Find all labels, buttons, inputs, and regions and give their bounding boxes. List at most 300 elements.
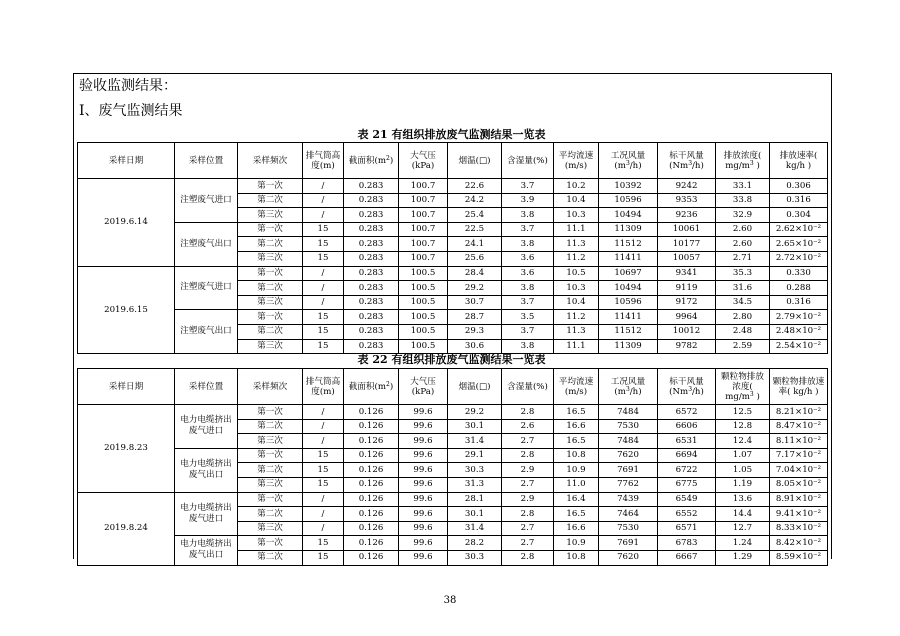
table-cell: 2.72×10⁻² bbox=[770, 251, 828, 266]
table-cell: 3.6 bbox=[502, 251, 554, 266]
table-cell: 100.7 bbox=[399, 251, 448, 266]
sampling-date-cell: 2019.6.15 bbox=[78, 266, 175, 354]
table-cell: 34.5 bbox=[716, 295, 770, 310]
table-cell: 第一次 bbox=[238, 536, 303, 551]
table-cell: 10.3 bbox=[554, 208, 599, 223]
table-cell: 9.41×10⁻² bbox=[770, 507, 828, 522]
column-header: 烟温(□) bbox=[448, 143, 502, 179]
table-cell: 8.05×10⁻² bbox=[770, 477, 828, 492]
table-cell: 2.62×10⁻² bbox=[770, 222, 828, 237]
table-cell: 31.4 bbox=[448, 434, 502, 449]
table-cell: 0.283 bbox=[344, 193, 399, 208]
table-cell: 2.8 bbox=[502, 507, 554, 522]
table-cell: 10.4 bbox=[554, 193, 599, 208]
column-header: 工况风量$(m^3/h)$ bbox=[599, 369, 658, 405]
table-cell: 100.5 bbox=[399, 324, 448, 339]
table-cell: 3.9 bbox=[502, 193, 554, 208]
table-cell: 15 bbox=[303, 477, 344, 492]
table-cell: 30.3 bbox=[448, 463, 502, 478]
table-cell: 99.6 bbox=[399, 550, 448, 565]
table-cell: 2.79×10⁻² bbox=[770, 310, 828, 325]
table-cell: 33.8 bbox=[716, 193, 770, 208]
table-cell: 99.6 bbox=[399, 463, 448, 478]
table-cell: 6549 bbox=[658, 492, 716, 507]
table-cell: 第二次 bbox=[238, 193, 303, 208]
table-cell: 0.288 bbox=[770, 281, 828, 296]
table-cell: 1.07 bbox=[716, 448, 770, 463]
table-cell: 2.48 bbox=[716, 324, 770, 339]
column-header: 烟温(□) bbox=[448, 369, 502, 405]
table-cell: 2.9 bbox=[502, 492, 554, 507]
table-cell: 10.4 bbox=[554, 295, 599, 310]
table-cell: 8.21×10⁻² bbox=[770, 405, 828, 420]
table-cell: 16.5 bbox=[554, 434, 599, 449]
table-cell: 30.1 bbox=[448, 507, 502, 522]
table-cell: 9782 bbox=[658, 339, 716, 354]
table-cell: 7530 bbox=[599, 419, 658, 434]
column-header: 标干风量(Nm$^3$/h) bbox=[658, 369, 716, 405]
table-cell: 11309 bbox=[599, 339, 658, 354]
column-header: 含湿量(%) bbox=[502, 369, 554, 405]
sampling-location-cell: 电力电缆挤出废气进口 bbox=[175, 492, 238, 536]
table-cell: 15 bbox=[303, 324, 344, 339]
table-cell: 10.8 bbox=[554, 448, 599, 463]
table-cell: 10596 bbox=[599, 193, 658, 208]
table-cell: / bbox=[303, 405, 344, 420]
column-header: 采样日期 bbox=[78, 369, 175, 405]
table-cell: 10494 bbox=[599, 281, 658, 296]
column-header: 大气压(kPa) bbox=[399, 143, 448, 179]
table-cell: 8.42×10⁻² bbox=[770, 536, 828, 551]
table-cell: 7620 bbox=[599, 550, 658, 565]
sampling-location-cell: 注塑废气出口 bbox=[175, 222, 238, 266]
column-header: 含湿量(%) bbox=[502, 143, 554, 179]
column-header: 采样位置 bbox=[175, 369, 238, 405]
table-cell: 第三次 bbox=[238, 477, 303, 492]
table-cell: 6775 bbox=[658, 477, 716, 492]
table-cell: 9119 bbox=[658, 281, 716, 296]
exhaust-monitoring-table-22 bbox=[77, 368, 828, 566]
table-cell: 6783 bbox=[658, 536, 716, 551]
table-cell: 13.6 bbox=[716, 492, 770, 507]
table-cell: 第三次 bbox=[238, 295, 303, 310]
table-row bbox=[78, 266, 828, 281]
table-cell: 0.126 bbox=[344, 507, 399, 522]
table-cell: 7762 bbox=[599, 477, 658, 492]
table-cell: 10.3 bbox=[554, 281, 599, 296]
table-cell: 29.2 bbox=[448, 281, 502, 296]
table-cell: 7.04×10⁻² bbox=[770, 463, 828, 478]
table-cell: 11.3 bbox=[554, 237, 599, 252]
table-cell: 8.33×10⁻² bbox=[770, 521, 828, 536]
table-cell: 100.7 bbox=[399, 179, 448, 194]
table-cell: 3.5 bbox=[502, 310, 554, 325]
table-cell: 2.8 bbox=[502, 550, 554, 565]
table-cell: 11309 bbox=[599, 222, 658, 237]
table-cell: 11.2 bbox=[554, 251, 599, 266]
table-cell: 0.316 bbox=[770, 295, 828, 310]
table-cell: 32.9 bbox=[716, 208, 770, 223]
column-header: 截面积$(m^2)$ bbox=[344, 143, 399, 179]
table-cell: 3.7 bbox=[502, 179, 554, 194]
table-cell: 0.330 bbox=[770, 266, 828, 281]
table-cell: 12.7 bbox=[716, 521, 770, 536]
table-cell: 第二次 bbox=[238, 237, 303, 252]
table-cell: 0.126 bbox=[344, 434, 399, 449]
table-cell: 15 bbox=[303, 339, 344, 354]
table-cell: 100.5 bbox=[399, 310, 448, 325]
table-cell: 7464 bbox=[599, 507, 658, 522]
table-cell: 12.4 bbox=[716, 434, 770, 449]
table-cell: 1.05 bbox=[716, 463, 770, 478]
table-cell: 7.17×10⁻² bbox=[770, 448, 828, 463]
table-cell: 11411 bbox=[599, 251, 658, 266]
table-cell: 16.6 bbox=[554, 521, 599, 536]
table-cell: 2.7 bbox=[502, 477, 554, 492]
table-cell: / bbox=[303, 419, 344, 434]
sampling-location-cell: 电力电缆挤出废气出口 bbox=[175, 448, 238, 492]
table-cell: 10012 bbox=[658, 324, 716, 339]
column-header: 排气筒高度(m) bbox=[303, 143, 344, 179]
table-cell: 15 bbox=[303, 536, 344, 551]
table-cell: 100.5 bbox=[399, 266, 448, 281]
table-cell: 15 bbox=[303, 310, 344, 325]
table-cell: 7691 bbox=[599, 536, 658, 551]
table-cell: 11.2 bbox=[554, 310, 599, 325]
table-cell: 2.60 bbox=[716, 237, 770, 252]
column-header: 颗粒物排放浓度( $mg/m^3$ ) bbox=[716, 369, 770, 405]
table-cell: 9172 bbox=[658, 295, 716, 310]
page-number: 38 bbox=[443, 595, 457, 606]
table-cell: 6571 bbox=[658, 521, 716, 536]
section-heading: 验收监测结果： bbox=[79, 78, 177, 94]
table-cell: 10.9 bbox=[554, 536, 599, 551]
sampling-location-cell: 电力电缆挤出废气进口 bbox=[175, 405, 238, 449]
table-cell: / bbox=[303, 295, 344, 310]
table-cell: 0.126 bbox=[344, 492, 399, 507]
table-cell: 8.91×10⁻² bbox=[770, 492, 828, 507]
table-cell: 6552 bbox=[658, 507, 716, 522]
table-cell: 12.5 bbox=[716, 405, 770, 420]
table-cell: 3.8 bbox=[502, 281, 554, 296]
table-cell: 29.1 bbox=[448, 448, 502, 463]
table-cell: 100.7 bbox=[399, 193, 448, 208]
table-cell: 30.3 bbox=[448, 550, 502, 565]
table-cell: 10697 bbox=[599, 266, 658, 281]
table-cell: 11.1 bbox=[554, 222, 599, 237]
column-header: 排放速率( kg/h ) bbox=[770, 143, 828, 179]
table-cell: 9353 bbox=[658, 193, 716, 208]
table-cell: 8.59×10⁻² bbox=[770, 550, 828, 565]
column-header: 平均流速(m/s) bbox=[554, 369, 599, 405]
table-cell: 15 bbox=[303, 237, 344, 252]
table-row bbox=[78, 310, 828, 325]
table-cell: 第二次 bbox=[238, 463, 303, 478]
table-cell: 99.6 bbox=[399, 521, 448, 536]
exhaust-monitoring-table-21 bbox=[77, 142, 828, 354]
table-cell: 10596 bbox=[599, 295, 658, 310]
table-cell: 11512 bbox=[599, 324, 658, 339]
table-cell: 99.6 bbox=[399, 507, 448, 522]
table-cell: 30.6 bbox=[448, 339, 502, 354]
sampling-location-cell: 注塑废气进口 bbox=[175, 266, 238, 310]
column-header: 采样频次 bbox=[238, 369, 303, 405]
table-cell: 第一次 bbox=[238, 266, 303, 281]
table-cell: 6572 bbox=[658, 405, 716, 420]
table-cell: 7620 bbox=[599, 448, 658, 463]
table-cell: 0.283 bbox=[344, 324, 399, 339]
table-cell: 0.283 bbox=[344, 339, 399, 354]
table-cell: 0.126 bbox=[344, 463, 399, 478]
table-cell: 7484 bbox=[599, 405, 658, 420]
table-row bbox=[78, 536, 828, 551]
table-cell: 第三次 bbox=[238, 208, 303, 223]
column-header: 采样位置 bbox=[175, 143, 238, 179]
table-cell: 30.7 bbox=[448, 295, 502, 310]
table-cell: 3.6 bbox=[502, 266, 554, 281]
table-cell: 第一次 bbox=[238, 222, 303, 237]
table-cell: 99.6 bbox=[399, 448, 448, 463]
column-header: 采样频次 bbox=[238, 143, 303, 179]
table-cell: 15 bbox=[303, 550, 344, 565]
table-row bbox=[78, 448, 828, 463]
table-cell: 14.4 bbox=[716, 507, 770, 522]
table-cell: 第二次 bbox=[238, 281, 303, 296]
table-cell: 11512 bbox=[599, 237, 658, 252]
table-cell: 0.126 bbox=[344, 550, 399, 565]
table-cell: 31.4 bbox=[448, 521, 502, 536]
table-row bbox=[78, 179, 828, 194]
table-cell: 2.65×10⁻² bbox=[770, 237, 828, 252]
table-cell: 28.7 bbox=[448, 310, 502, 325]
table-cell: 100.5 bbox=[399, 295, 448, 310]
column-header: 排气筒高度(m) bbox=[303, 369, 344, 405]
table-cell: 9341 bbox=[658, 266, 716, 281]
table-cell: 3.7 bbox=[502, 295, 554, 310]
table-cell: 31.3 bbox=[448, 477, 502, 492]
table-cell: 第二次 bbox=[238, 507, 303, 522]
table-cell: 2.59 bbox=[716, 339, 770, 354]
table-cell: 15 bbox=[303, 448, 344, 463]
table-cell: 29.2 bbox=[448, 405, 502, 420]
table-cell: 0.283 bbox=[344, 237, 399, 252]
table-cell: 0.304 bbox=[770, 208, 828, 223]
table-cell: 8.47×10⁻² bbox=[770, 419, 828, 434]
table-cell: / bbox=[303, 521, 344, 536]
table-cell: 25.4 bbox=[448, 208, 502, 223]
table-cell: 16.5 bbox=[554, 405, 599, 420]
table-cell: 28.2 bbox=[448, 536, 502, 551]
column-header: 截面积$(m^2)$ bbox=[344, 369, 399, 405]
table-cell: 6531 bbox=[658, 434, 716, 449]
table-cell: 28.1 bbox=[448, 492, 502, 507]
table-cell: 10494 bbox=[599, 208, 658, 223]
table-cell: 0.283 bbox=[344, 281, 399, 296]
table-cell: 24.2 bbox=[448, 193, 502, 208]
table-cell: 2.6 bbox=[502, 419, 554, 434]
table-cell: / bbox=[303, 507, 344, 522]
table-cell: 0.316 bbox=[770, 193, 828, 208]
table-cell: 3.7 bbox=[502, 324, 554, 339]
sampling-date-cell: 2019.6.14 bbox=[78, 179, 175, 267]
table-cell: 6694 bbox=[658, 448, 716, 463]
table-row bbox=[78, 405, 828, 420]
table-cell: / bbox=[303, 208, 344, 223]
table-cell: 99.6 bbox=[399, 434, 448, 449]
table-cell: 3.8 bbox=[502, 208, 554, 223]
table-cell: 11.1 bbox=[554, 339, 599, 354]
table-cell: 第二次 bbox=[238, 419, 303, 434]
table-cell: 第三次 bbox=[238, 251, 303, 266]
table-cell: 99.6 bbox=[399, 405, 448, 420]
table-cell: 第二次 bbox=[238, 550, 303, 565]
table-caption-22: 表 22 有组织排放废气监测结果一览表 bbox=[357, 353, 546, 366]
table-cell: 11411 bbox=[599, 310, 658, 325]
table-cell: 10061 bbox=[658, 222, 716, 237]
subsection-heading: Ⅰ、废气监测结果 bbox=[79, 103, 183, 119]
table-cell: 7484 bbox=[599, 434, 658, 449]
table-cell: 29.3 bbox=[448, 324, 502, 339]
table-cell: 2.7 bbox=[502, 434, 554, 449]
table-cell: 10.9 bbox=[554, 463, 599, 478]
table-cell: 2.48×10⁻² bbox=[770, 324, 828, 339]
table-cell: 2.60 bbox=[716, 222, 770, 237]
table-cell: 0.283 bbox=[344, 251, 399, 266]
table-row bbox=[78, 492, 828, 507]
table-header-row bbox=[78, 143, 828, 179]
table-cell: 0.126 bbox=[344, 448, 399, 463]
sampling-date-cell: 2019.8.23 bbox=[78, 405, 175, 493]
table-cell: / bbox=[303, 193, 344, 208]
table-cell: 15 bbox=[303, 251, 344, 266]
table-cell: 3.7 bbox=[502, 222, 554, 237]
table-cell: 2.8 bbox=[502, 405, 554, 420]
table-cell: 100.7 bbox=[399, 222, 448, 237]
sampling-location-cell: 注塑废气出口 bbox=[175, 310, 238, 354]
table-cell: 99.6 bbox=[399, 536, 448, 551]
table-cell: 100.7 bbox=[399, 208, 448, 223]
column-header: 大气压(kPa) bbox=[399, 369, 448, 405]
table-cell: 25.6 bbox=[448, 251, 502, 266]
table-cell: 22.6 bbox=[448, 179, 502, 194]
table-cell: 16.4 bbox=[554, 492, 599, 507]
table-cell: 第一次 bbox=[238, 492, 303, 507]
table-cell: 2.9 bbox=[502, 463, 554, 478]
table-cell: 7691 bbox=[599, 463, 658, 478]
table-cell: 2.54×10⁻² bbox=[770, 339, 828, 354]
sampling-location-cell: 注塑废气进口 bbox=[175, 179, 238, 223]
table-cell: 100.5 bbox=[399, 339, 448, 354]
table-cell: 3.8 bbox=[502, 339, 554, 354]
table-cell: 99.6 bbox=[399, 419, 448, 434]
table-cell: 0.126 bbox=[344, 521, 399, 536]
sampling-location-cell: 电力电缆挤出废气出口 bbox=[175, 536, 238, 565]
table-cell: 1.24 bbox=[716, 536, 770, 551]
table-cell: 33.1 bbox=[716, 179, 770, 194]
table-cell: 10.5 bbox=[554, 266, 599, 281]
table-cell: 35.3 bbox=[716, 266, 770, 281]
table-cell: 6667 bbox=[658, 550, 716, 565]
table-cell: 第三次 bbox=[238, 521, 303, 536]
table-cell: 10.8 bbox=[554, 550, 599, 565]
table-cell: 第一次 bbox=[238, 310, 303, 325]
table-cell: 第一次 bbox=[238, 405, 303, 420]
table-cell: 2.80 bbox=[716, 310, 770, 325]
table-cell: 6722 bbox=[658, 463, 716, 478]
table-cell: 1.19 bbox=[716, 477, 770, 492]
table-cell: 11.3 bbox=[554, 324, 599, 339]
table-cell: / bbox=[303, 266, 344, 281]
table-header-row bbox=[78, 369, 828, 405]
table-cell: 0.283 bbox=[344, 222, 399, 237]
table-cell: 2.8 bbox=[502, 448, 554, 463]
table-cell: 第一次 bbox=[238, 448, 303, 463]
column-header: 工况风量$(m^3/h)$ bbox=[599, 143, 658, 179]
table-cell: 99.6 bbox=[399, 492, 448, 507]
table-cell: 3.8 bbox=[502, 237, 554, 252]
table-cell: 8.11×10⁻² bbox=[770, 434, 828, 449]
column-header: 平均流速(m/s) bbox=[554, 143, 599, 179]
table-cell: 0.283 bbox=[344, 208, 399, 223]
table-cell: 99.6 bbox=[399, 477, 448, 492]
table-cell: 9242 bbox=[658, 179, 716, 194]
table-cell: / bbox=[303, 434, 344, 449]
table-cell: 22.5 bbox=[448, 222, 502, 237]
table-cell: 1.29 bbox=[716, 550, 770, 565]
table-cell: 0.126 bbox=[344, 405, 399, 420]
table-cell: 10057 bbox=[658, 251, 716, 266]
column-header: 颗粒物排放速率( kg/h ) bbox=[770, 369, 828, 405]
table-cell: 28.4 bbox=[448, 266, 502, 281]
table-cell: 7439 bbox=[599, 492, 658, 507]
table-cell: 0.283 bbox=[344, 179, 399, 194]
table-cell: 10.2 bbox=[554, 179, 599, 194]
column-header: 标干风量(Nm$^3$/h) bbox=[658, 143, 716, 179]
table-cell: / bbox=[303, 492, 344, 507]
table-cell: 第一次 bbox=[238, 179, 303, 194]
sampling-date-cell: 2019.8.24 bbox=[78, 492, 175, 565]
table-cell: 2.71 bbox=[716, 251, 770, 266]
table-cell: 100.5 bbox=[399, 281, 448, 296]
table-caption-21: 表 21 有组织排放废气监测结果一览表 bbox=[357, 128, 546, 141]
table-cell: 24.1 bbox=[448, 237, 502, 252]
table-cell: 2.7 bbox=[502, 536, 554, 551]
table-cell: 6606 bbox=[658, 419, 716, 434]
table-cell: 11.0 bbox=[554, 477, 599, 492]
table-cell: 9236 bbox=[658, 208, 716, 223]
table-cell: 0.283 bbox=[344, 310, 399, 325]
table-cell: 0.126 bbox=[344, 477, 399, 492]
table-row bbox=[78, 222, 828, 237]
table-cell: 15 bbox=[303, 463, 344, 478]
table-cell: 16.5 bbox=[554, 507, 599, 522]
table-cell: 第二次 bbox=[238, 324, 303, 339]
table-cell: 10177 bbox=[658, 237, 716, 252]
table-cell: 0.306 bbox=[770, 179, 828, 194]
column-header: 采样日期 bbox=[78, 143, 175, 179]
table-cell: / bbox=[303, 179, 344, 194]
table-cell: 30.1 bbox=[448, 419, 502, 434]
table-cell: 0.283 bbox=[344, 295, 399, 310]
table-cell: 7530 bbox=[599, 521, 658, 536]
column-header: 排放浓度( $mg/m^3$ ) bbox=[716, 143, 770, 179]
table-cell: 16.6 bbox=[554, 419, 599, 434]
table-cell: 0.126 bbox=[344, 536, 399, 551]
table-cell: 第三次 bbox=[238, 339, 303, 354]
table-cell: 100.7 bbox=[399, 237, 448, 252]
table-cell: 9964 bbox=[658, 310, 716, 325]
table-cell: 15 bbox=[303, 222, 344, 237]
